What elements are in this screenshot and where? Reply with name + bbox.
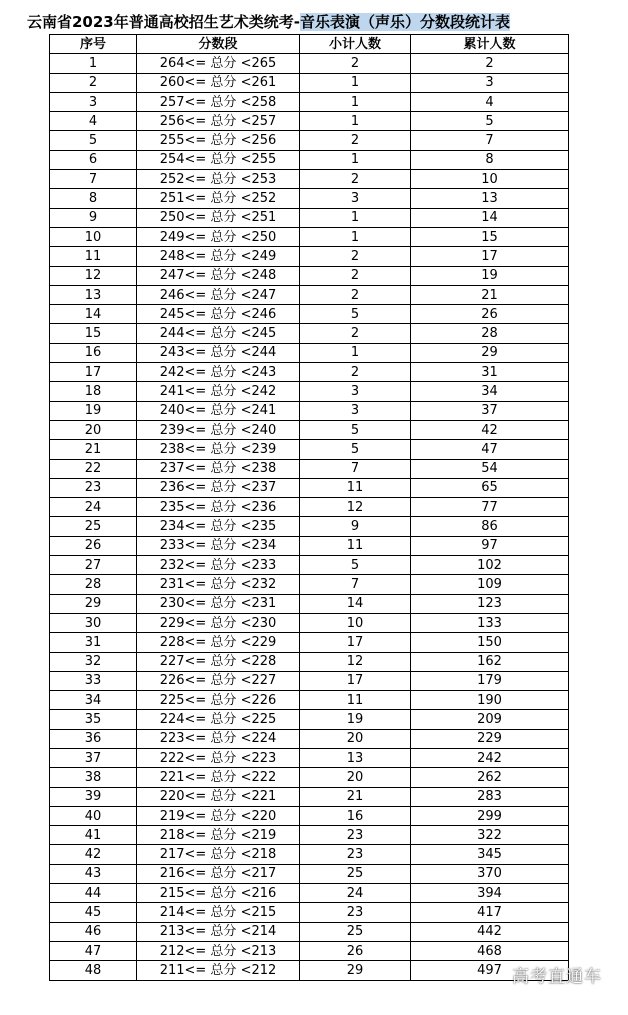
cell-cumulative: 47 xyxy=(411,440,569,459)
cell-cumulative: 97 xyxy=(411,536,569,555)
table-row xyxy=(50,671,569,690)
cell-index: 15 xyxy=(50,324,137,343)
cell-subtotal: 19 xyxy=(300,710,411,729)
page-title xyxy=(27,10,577,34)
cell-cumulative: 370 xyxy=(411,864,569,883)
cell-subtotal: 2 xyxy=(300,54,411,73)
cell-score-range: 234<= 总分 <235 xyxy=(137,517,300,536)
cell-score-range: 233<= 总分 <234 xyxy=(137,536,300,555)
table-row xyxy=(50,305,569,324)
score-distribution-table xyxy=(49,34,569,981)
cell-score-range: 247<= 总分 <248 xyxy=(137,266,300,285)
cell-score-range: 235<= 总分 <236 xyxy=(137,498,300,517)
cell-cumulative: 86 xyxy=(411,517,569,536)
cell-subtotal: 13 xyxy=(300,748,411,767)
cell-index: 43 xyxy=(50,864,137,883)
cell-index: 38 xyxy=(50,768,137,787)
table-row xyxy=(50,420,569,439)
cell-score-range: 250<= 总分 <251 xyxy=(137,208,300,227)
table-row xyxy=(50,922,569,941)
cell-cumulative: 242 xyxy=(411,748,569,767)
cell-subtotal: 2 xyxy=(300,170,411,189)
cell-cumulative: 54 xyxy=(411,459,569,478)
table-row xyxy=(50,131,569,150)
cell-cumulative: 497 xyxy=(411,961,569,980)
cell-subtotal: 3 xyxy=(300,382,411,401)
table-row xyxy=(50,941,569,960)
cell-score-range: 232<= 总分 <233 xyxy=(137,556,300,575)
cell-index: 39 xyxy=(50,787,137,806)
cell-score-range: 212<= 总分 <213 xyxy=(137,941,300,960)
cell-subtotal: 17 xyxy=(300,633,411,652)
cell-subtotal: 24 xyxy=(300,884,411,903)
cell-index: 22 xyxy=(50,459,137,478)
table-row xyxy=(50,92,569,111)
table-row xyxy=(50,189,569,208)
cell-index: 48 xyxy=(50,961,137,980)
header-index: 序号 xyxy=(50,35,137,54)
cell-index: 31 xyxy=(50,633,137,652)
cell-score-range: 241<= 总分 <242 xyxy=(137,382,300,401)
cell-cumulative: 209 xyxy=(411,710,569,729)
cell-score-range: 227<= 总分 <228 xyxy=(137,652,300,671)
cell-score-range: 230<= 总分 <231 xyxy=(137,594,300,613)
cell-score-range: 260<= 总分 <261 xyxy=(137,73,300,92)
cell-cumulative: 322 xyxy=(411,826,569,845)
cell-cumulative: 42 xyxy=(411,420,569,439)
cell-cumulative: 229 xyxy=(411,729,569,748)
table-row xyxy=(50,73,569,92)
cell-score-range: 213<= 总分 <214 xyxy=(137,922,300,941)
cell-subtotal: 3 xyxy=(300,189,411,208)
table-row xyxy=(50,227,569,246)
cell-score-range: 254<= 总分 <255 xyxy=(137,150,300,169)
table-row xyxy=(50,440,569,459)
cell-subtotal: 25 xyxy=(300,864,411,883)
table-row xyxy=(50,806,569,825)
cell-index: 17 xyxy=(50,363,137,382)
table-row xyxy=(50,903,569,922)
cell-index: 16 xyxy=(50,343,137,362)
table-row xyxy=(50,382,569,401)
cell-cumulative: 26 xyxy=(411,305,569,324)
cell-score-range: 251<= 总分 <252 xyxy=(137,189,300,208)
cell-cumulative: 8 xyxy=(411,150,569,169)
table-row xyxy=(50,961,569,980)
cell-subtotal: 20 xyxy=(300,729,411,748)
cell-score-range: 221<= 总分 <222 xyxy=(137,768,300,787)
cell-index: 34 xyxy=(50,691,137,710)
cell-index: 23 xyxy=(50,478,137,497)
cell-cumulative: 10 xyxy=(411,170,569,189)
cell-cumulative: 29 xyxy=(411,343,569,362)
table-row xyxy=(50,613,569,632)
cell-score-range: 242<= 总分 <243 xyxy=(137,363,300,382)
cell-cumulative: 123 xyxy=(411,594,569,613)
cell-subtotal: 23 xyxy=(300,845,411,864)
cell-index: 18 xyxy=(50,382,137,401)
cell-index: 8 xyxy=(50,189,137,208)
table-row xyxy=(50,729,569,748)
cell-index: 2 xyxy=(50,73,137,92)
cell-index: 40 xyxy=(50,806,137,825)
cell-cumulative: 2 xyxy=(411,54,569,73)
watermark: 高考直通车 xyxy=(512,967,602,987)
cell-index: 42 xyxy=(50,845,137,864)
table-row xyxy=(50,150,569,169)
cell-score-range: 256<= 总分 <257 xyxy=(137,112,300,131)
cell-index: 20 xyxy=(50,420,137,439)
table-row xyxy=(50,343,569,362)
cell-score-range: 222<= 总分 <223 xyxy=(137,748,300,767)
header-cumulative: 累计人数 xyxy=(411,35,569,54)
table-row xyxy=(50,112,569,131)
cell-index: 9 xyxy=(50,208,137,227)
cell-cumulative: 150 xyxy=(411,633,569,652)
cell-score-range: 224<= 总分 <225 xyxy=(137,710,300,729)
cell-subtotal: 5 xyxy=(300,305,411,324)
cell-score-range: 216<= 总分 <217 xyxy=(137,864,300,883)
cell-score-range: 255<= 总分 <256 xyxy=(137,131,300,150)
cell-index: 30 xyxy=(50,613,137,632)
cell-subtotal: 2 xyxy=(300,324,411,343)
cell-score-range: 249<= 总分 <250 xyxy=(137,227,300,246)
table-row xyxy=(50,498,569,517)
cell-cumulative: 31 xyxy=(411,363,569,382)
cell-index: 1 xyxy=(50,54,137,73)
cell-index: 10 xyxy=(50,227,137,246)
cell-subtotal: 1 xyxy=(300,112,411,131)
cell-cumulative: 102 xyxy=(411,556,569,575)
cell-cumulative: 13 xyxy=(411,189,569,208)
cell-subtotal: 2 xyxy=(300,247,411,266)
cell-index: 5 xyxy=(50,131,137,150)
cell-score-range: 244<= 总分 <245 xyxy=(137,324,300,343)
table-row xyxy=(50,324,569,343)
cell-score-range: 236<= 总分 <237 xyxy=(137,478,300,497)
cell-index: 24 xyxy=(50,498,137,517)
cell-score-range: 257<= 总分 <258 xyxy=(137,92,300,111)
cell-subtotal: 2 xyxy=(300,131,411,150)
table-row xyxy=(50,517,569,536)
table-row xyxy=(50,884,569,903)
cell-score-range: 218<= 总分 <219 xyxy=(137,826,300,845)
cell-score-range: 246<= 总分 <247 xyxy=(137,285,300,304)
cell-score-range: 240<= 总分 <241 xyxy=(137,401,300,420)
cell-index: 7 xyxy=(50,170,137,189)
cell-index: 25 xyxy=(50,517,137,536)
table-row xyxy=(50,748,569,767)
cell-cumulative: 28 xyxy=(411,324,569,343)
cell-cumulative: 3 xyxy=(411,73,569,92)
cell-subtotal: 7 xyxy=(300,575,411,594)
cell-index: 11 xyxy=(50,247,137,266)
cell-cumulative: 345 xyxy=(411,845,569,864)
table-row xyxy=(50,710,569,729)
cell-cumulative: 394 xyxy=(411,884,569,903)
cell-cumulative: 442 xyxy=(411,922,569,941)
cell-score-range: 211<= 总分 <212 xyxy=(137,961,300,980)
table-row xyxy=(50,787,569,806)
table-row xyxy=(50,575,569,594)
cell-score-range: 215<= 总分 <216 xyxy=(137,884,300,903)
cell-index: 36 xyxy=(50,729,137,748)
cell-cumulative: 19 xyxy=(411,266,569,285)
cell-index: 21 xyxy=(50,440,137,459)
cell-subtotal: 1 xyxy=(300,343,411,362)
table-row xyxy=(50,556,569,575)
cell-cumulative: 162 xyxy=(411,652,569,671)
cell-subtotal: 7 xyxy=(300,459,411,478)
cell-score-range: 214<= 总分 <215 xyxy=(137,903,300,922)
cell-score-range: 243<= 总分 <244 xyxy=(137,343,300,362)
header-subtotal: 小计人数 xyxy=(300,35,411,54)
cell-score-range: 252<= 总分 <253 xyxy=(137,170,300,189)
cell-subtotal: 25 xyxy=(300,922,411,941)
cell-subtotal: 9 xyxy=(300,517,411,536)
cell-cumulative: 5 xyxy=(411,112,569,131)
table-row xyxy=(50,459,569,478)
cell-index: 4 xyxy=(50,112,137,131)
cell-index: 6 xyxy=(50,150,137,169)
cell-subtotal: 2 xyxy=(300,266,411,285)
cell-index: 45 xyxy=(50,903,137,922)
cell-index: 13 xyxy=(50,285,137,304)
cell-cumulative: 109 xyxy=(411,575,569,594)
table-row xyxy=(50,536,569,555)
cell-score-range: 219<= 总分 <220 xyxy=(137,806,300,825)
cell-index: 26 xyxy=(50,536,137,555)
cell-subtotal: 2 xyxy=(300,285,411,304)
cell-score-range: 237<= 总分 <238 xyxy=(137,459,300,478)
cell-subtotal: 5 xyxy=(300,420,411,439)
cell-cumulative: 15 xyxy=(411,227,569,246)
table-row xyxy=(50,826,569,845)
table-row xyxy=(50,691,569,710)
table-row xyxy=(50,170,569,189)
cell-cumulative: 179 xyxy=(411,671,569,690)
cell-cumulative: 14 xyxy=(411,208,569,227)
table-row xyxy=(50,363,569,382)
cell-cumulative: 21 xyxy=(411,285,569,304)
table-row xyxy=(50,652,569,671)
cell-cumulative: 468 xyxy=(411,941,569,960)
header-score-range: 分数段 xyxy=(137,35,300,54)
cell-subtotal: 1 xyxy=(300,227,411,246)
cell-score-range: 245<= 总分 <246 xyxy=(137,305,300,324)
cell-index: 3 xyxy=(50,92,137,111)
cell-subtotal: 1 xyxy=(300,150,411,169)
cell-cumulative: 299 xyxy=(411,806,569,825)
cell-subtotal: 2 xyxy=(300,363,411,382)
cell-cumulative: 4 xyxy=(411,92,569,111)
cell-index: 46 xyxy=(50,922,137,941)
cell-subtotal: 11 xyxy=(300,478,411,497)
cell-subtotal: 11 xyxy=(300,691,411,710)
cell-cumulative: 7 xyxy=(411,131,569,150)
cell-subtotal: 1 xyxy=(300,92,411,111)
cell-index: 28 xyxy=(50,575,137,594)
cell-cumulative: 34 xyxy=(411,382,569,401)
cell-cumulative: 417 xyxy=(411,903,569,922)
table-header-row xyxy=(50,35,569,54)
cell-score-range: 239<= 总分 <240 xyxy=(137,420,300,439)
table-row xyxy=(50,54,569,73)
cell-index: 44 xyxy=(50,884,137,903)
table-row xyxy=(50,594,569,613)
cell-subtotal: 29 xyxy=(300,961,411,980)
cell-score-range: 220<= 总分 <221 xyxy=(137,787,300,806)
cell-cumulative: 190 xyxy=(411,691,569,710)
cell-score-range: 217<= 总分 <218 xyxy=(137,845,300,864)
title-highlight: 音乐表演（声乐）分数段统计表 xyxy=(299,13,510,31)
cell-score-range: 226<= 总分 <227 xyxy=(137,671,300,690)
table-body xyxy=(50,54,569,980)
cell-cumulative: 262 xyxy=(411,768,569,787)
table-row xyxy=(50,768,569,787)
table-row xyxy=(50,247,569,266)
cell-subtotal: 1 xyxy=(300,208,411,227)
table-row xyxy=(50,266,569,285)
title-main: 云南省2023年普通高校招生艺术类统考- xyxy=(27,13,300,31)
cell-subtotal: 12 xyxy=(300,652,411,671)
cell-index: 27 xyxy=(50,556,137,575)
cell-subtotal: 3 xyxy=(300,401,411,420)
cell-index: 35 xyxy=(50,710,137,729)
cell-cumulative: 283 xyxy=(411,787,569,806)
cell-index: 41 xyxy=(50,826,137,845)
cell-score-range: 229<= 总分 <230 xyxy=(137,613,300,632)
cell-subtotal: 5 xyxy=(300,556,411,575)
cell-index: 37 xyxy=(50,748,137,767)
cell-subtotal: 1 xyxy=(300,73,411,92)
cell-subtotal: 10 xyxy=(300,613,411,632)
table-row xyxy=(50,633,569,652)
cell-score-range: 228<= 总分 <229 xyxy=(137,633,300,652)
cell-subtotal: 11 xyxy=(300,536,411,555)
cell-cumulative: 65 xyxy=(411,478,569,497)
cell-subtotal: 5 xyxy=(300,440,411,459)
cell-index: 33 xyxy=(50,671,137,690)
cell-subtotal: 21 xyxy=(300,787,411,806)
table-row xyxy=(50,208,569,227)
table-row xyxy=(50,401,569,420)
table-row xyxy=(50,285,569,304)
cell-subtotal: 17 xyxy=(300,671,411,690)
cell-cumulative: 37 xyxy=(411,401,569,420)
cell-subtotal: 16 xyxy=(300,806,411,825)
table-row xyxy=(50,864,569,883)
cell-subtotal: 12 xyxy=(300,498,411,517)
cell-index: 19 xyxy=(50,401,137,420)
cell-score-range: 225<= 总分 <226 xyxy=(137,691,300,710)
cell-subtotal: 20 xyxy=(300,768,411,787)
cell-subtotal: 23 xyxy=(300,903,411,922)
cell-index: 29 xyxy=(50,594,137,613)
cell-cumulative: 133 xyxy=(411,613,569,632)
cell-cumulative: 77 xyxy=(411,498,569,517)
cell-index: 47 xyxy=(50,941,137,960)
cell-cumulative: 17 xyxy=(411,247,569,266)
cell-index: 12 xyxy=(50,266,137,285)
cell-score-range: 223<= 总分 <224 xyxy=(137,729,300,748)
cell-subtotal: 26 xyxy=(300,941,411,960)
cell-index: 32 xyxy=(50,652,137,671)
cell-score-range: 264<= 总分 <265 xyxy=(137,54,300,73)
cell-index: 14 xyxy=(50,305,137,324)
cell-score-range: 231<= 总分 <232 xyxy=(137,575,300,594)
table-row xyxy=(50,845,569,864)
table-row xyxy=(50,478,569,497)
cell-subtotal: 14 xyxy=(300,594,411,613)
cell-subtotal: 23 xyxy=(300,826,411,845)
cell-score-range: 238<= 总分 <239 xyxy=(137,440,300,459)
cell-score-range: 248<= 总分 <249 xyxy=(137,247,300,266)
